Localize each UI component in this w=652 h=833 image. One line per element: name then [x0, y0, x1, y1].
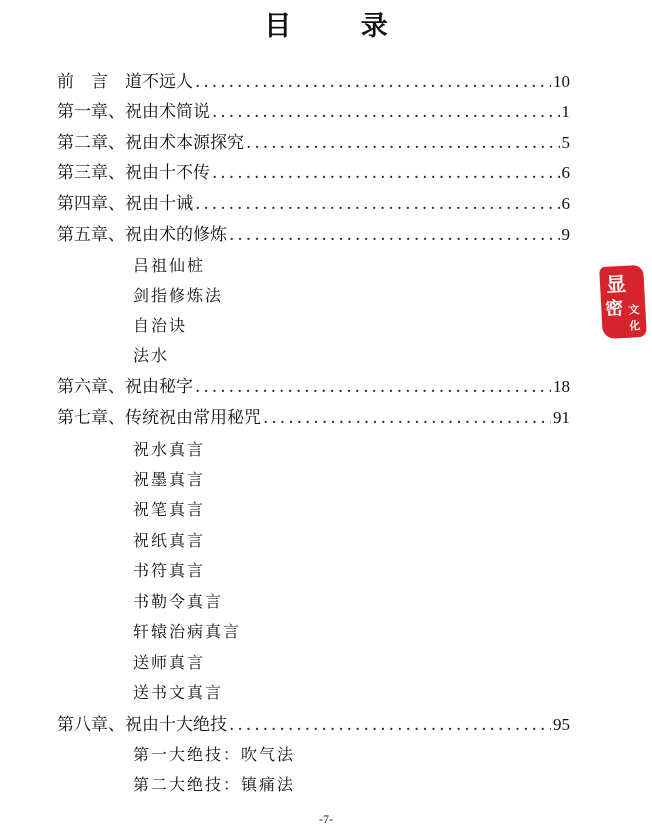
toc-entry-page: 6 — [561, 163, 570, 182]
toc-entry-label: 第六章、祝由秘字 — [57, 377, 193, 397]
toc-entry-label: 第八章、祝由十大绝技 — [57, 715, 227, 735]
publisher-seal-stamp: 显 密 文 化 — [599, 265, 647, 339]
leader-dots — [246, 130, 560, 156]
toc-subentry: 第一大绝技：吹气法 — [133, 745, 296, 764]
page-number: -7- — [319, 812, 333, 826]
toc-entry — [57, 160, 570, 186]
toc-subentry: 祝笔真言 — [133, 500, 206, 519]
leader-dots — [195, 191, 560, 217]
toc-entry — [57, 130, 570, 156]
toc-entry — [57, 99, 570, 125]
toc-subentry: 书符真言 — [133, 561, 206, 580]
toc-subentry: 书勒令真言 — [133, 592, 224, 611]
toc-entry-label: 前 言 道不远人 — [57, 72, 193, 92]
toc-entry-page: 91 — [553, 408, 570, 427]
toc-entry-label: 第三章、祝由十不传 — [57, 163, 210, 183]
toc-entry-page: 1 — [561, 102, 570, 121]
toc-subentry: 祝纸真言 — [133, 531, 206, 550]
toc-subentry: 送书文真言 — [133, 683, 224, 702]
leader-dots — [195, 69, 551, 95]
leader-dots — [212, 99, 560, 125]
toc-entry-page: 10 — [553, 72, 570, 91]
leader-dots — [263, 405, 551, 431]
toc-entry-label: 第二章、祝由术本源探究 — [57, 133, 244, 153]
toc-entry-label: 第四章、祝由十诫 — [57, 194, 193, 214]
toc-entry — [57, 222, 570, 248]
toc-entry — [57, 191, 570, 217]
toc-subentry: 送师真言 — [133, 653, 206, 672]
toc-subentry: 法水 — [133, 346, 170, 365]
toc-entry — [57, 405, 570, 431]
toc-entry-label: 第七章、传统祝由常用秘咒 — [57, 408, 261, 428]
toc-entry — [57, 69, 570, 95]
leader-dots — [212, 160, 560, 186]
toc-entry-page: 95 — [553, 715, 570, 734]
toc-subentry: 剑指修炼法 — [133, 286, 224, 305]
toc-entry-label: 第一章、祝由术简说 — [57, 102, 210, 122]
page-title: 目 录 — [264, 11, 418, 42]
toc-entry-page: 6 — [561, 194, 570, 213]
toc-entry — [57, 374, 570, 400]
toc-subentry: 自治诀 — [133, 316, 188, 335]
toc-entry-page: 5 — [561, 133, 570, 152]
toc-subentry: 吕祖仙桩 — [133, 256, 206, 275]
leader-dots — [229, 222, 560, 248]
leader-dots — [195, 374, 551, 400]
toc-subentry: 祝水真言 — [133, 440, 206, 459]
toc-subentry: 祝墨真言 — [133, 470, 206, 489]
toc-entry-page: 9 — [561, 225, 570, 244]
toc-entry-label: 第五章、祝由术的修炼 — [57, 225, 227, 245]
toc-subentry: 轩辕治病真言 — [133, 622, 242, 641]
leader-dots — [229, 712, 551, 738]
toc-subentry: 第二大绝技：镇痛法 — [133, 775, 296, 794]
toc-entry — [57, 712, 570, 738]
toc-entry-page: 18 — [553, 377, 570, 396]
